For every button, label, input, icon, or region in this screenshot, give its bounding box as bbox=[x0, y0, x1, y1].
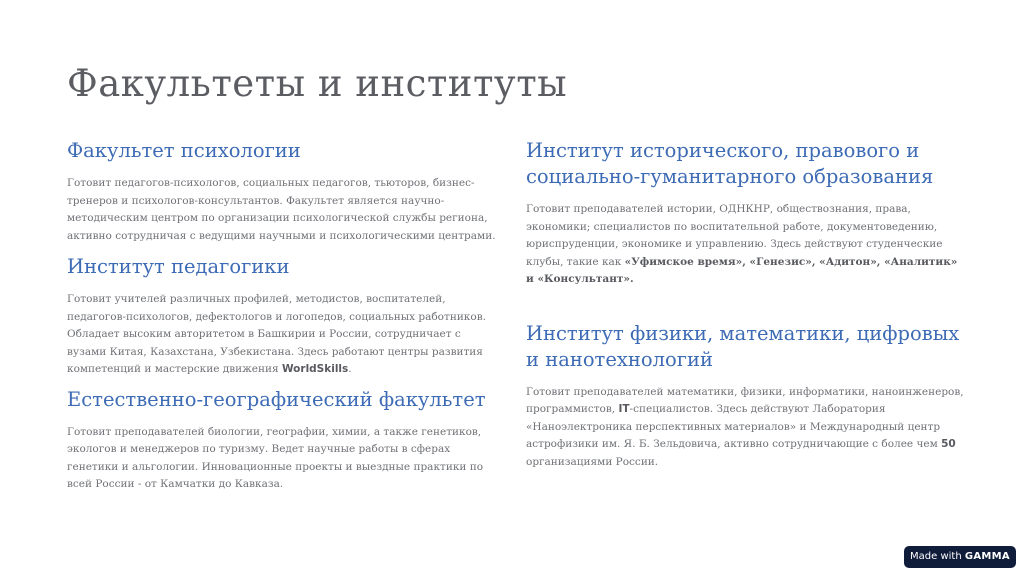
gamma-logo: GAMMA bbox=[964, 551, 1010, 562]
it-label: IT bbox=[618, 403, 630, 415]
section-natural-geography bbox=[67, 387, 503, 494]
section-heading: Факультет психологии bbox=[67, 139, 301, 162]
section-text-end: . bbox=[348, 363, 352, 375]
section-heading: Институт педагогики bbox=[67, 255, 290, 278]
section-text-part-3: организациями России. bbox=[526, 455, 659, 468]
clubs-list: «Уфимское время», «Генезис», «Адитон», «Аналитик» и «Консультант». bbox=[526, 255, 958, 285]
section-text-main: Готовит учителей различных профилей, методистов, воспитателей, педагогов-психологов, дефектологов и логопедов, социальных работников. Обладает высоким авторитетом в Башкирии и России, сотрудничает с вузами Китая, Казахстана, Узбекистана. Здесь работают центры развития компетенций и мастерские движения bbox=[67, 293, 486, 375]
section-text-part-2: -специалистов. Здесь действуют Лаборатория «Наноэлектроника перспективных материалов» и Международный центр астрофизики им. Я. Б. Зельдовича, активно сотрудничающие с более чем bbox=[526, 403, 942, 450]
made-with-gamma-badge[interactable] bbox=[904, 546, 1016, 568]
section-physics-math bbox=[526, 321, 966, 472]
section-heading: Институт физики, математики, цифровых и нанотехнологий bbox=[526, 321, 960, 371]
section-text: Готовит преподавателей биологии, географии, химии, а также генетиков, экологов и менеджеров по туризму. Ведет научные работы в сферах генетики и альгологии. Инновационные проекты и выездные практики по всей России - от Камчатки до Кавказа. bbox=[67, 425, 484, 490]
worldskills-label: WorldSkills bbox=[281, 363, 349, 375]
badge-prefix: Made with bbox=[910, 551, 965, 562]
section-text-part-1: Готовит преподавателей математики, физики, информатики, наноинженеров, программистов, bbox=[526, 385, 964, 415]
section-text-main: Готовит преподавателей истории, ОДНКНР, обществознания, права, экономики; специалистов по воспитательной работе, документоведению, юриспруденции, экономике и управлению. Здесь действуют студенческие клубы, такие как bbox=[526, 203, 943, 268]
section-heading: Институт исторического, правового и социально-гуманитарного образования bbox=[526, 139, 934, 188]
section-pedagogy bbox=[67, 254, 503, 379]
slide-title: Факультеты и институты bbox=[67, 62, 568, 105]
count-label: 50 bbox=[941, 438, 956, 450]
section-text bbox=[526, 201, 966, 289]
section-text bbox=[67, 291, 503, 379]
right-column bbox=[526, 138, 966, 471]
section-text: Готовит педагогов-психологов, социальных педагогов, тьюторов, бизнес-тренеров и психологов-консультантов. Факультет является научно-методическим центром по организации психологической службы региона, активно сотрудничая с ведущими научными и психологическими центрами. bbox=[67, 177, 496, 242]
left-column bbox=[67, 138, 503, 494]
section-psychology bbox=[67, 138, 503, 245]
section-history-law bbox=[526, 138, 966, 289]
section-text bbox=[526, 384, 966, 472]
section-heading: Естественно-географический факультет bbox=[67, 387, 486, 411]
